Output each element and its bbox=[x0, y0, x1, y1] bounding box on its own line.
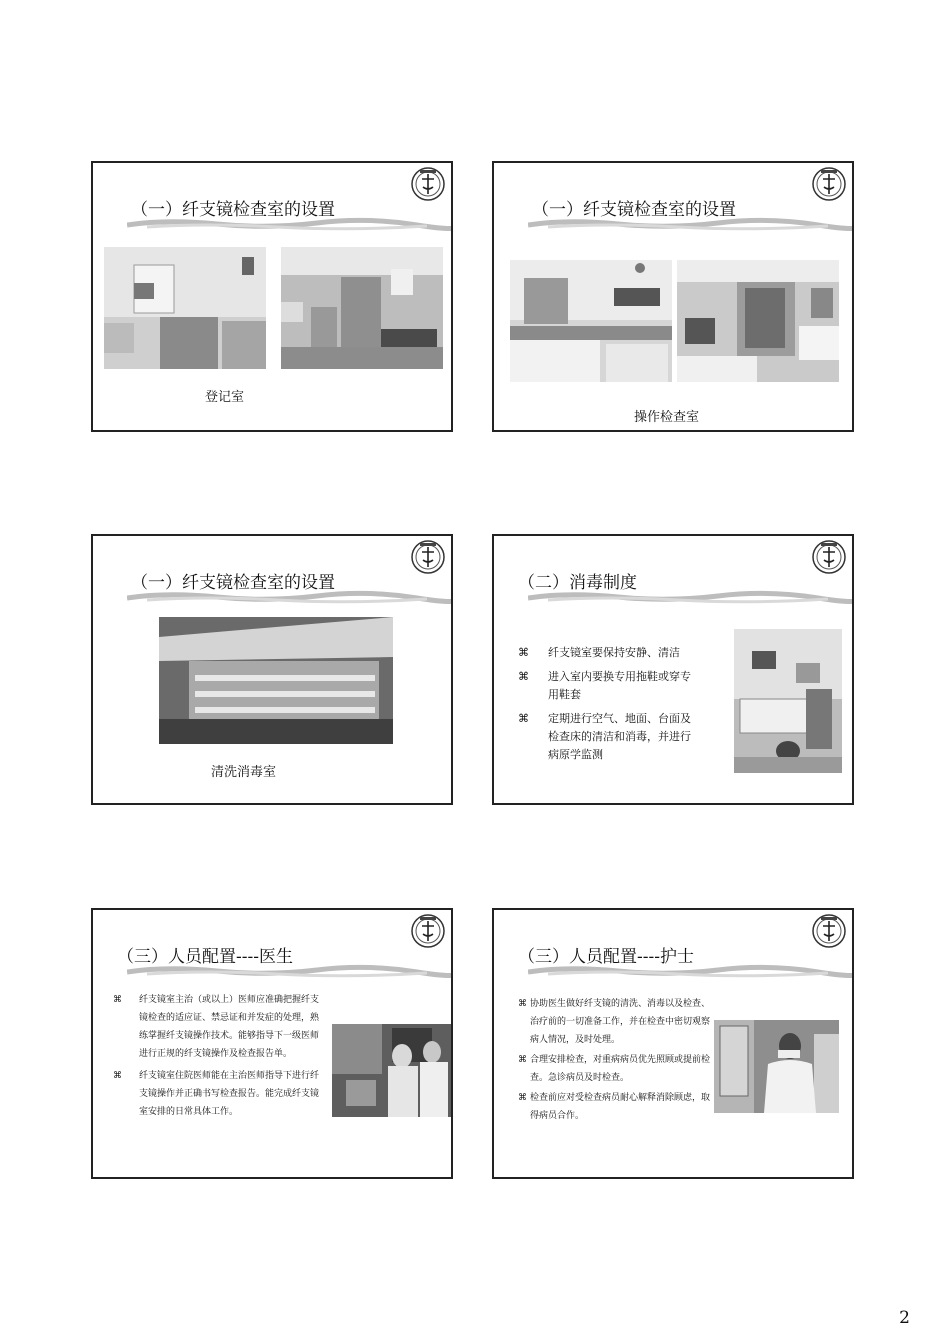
slide-2 bbox=[492, 161, 854, 432]
doctors-photo bbox=[332, 1024, 452, 1117]
command-bullet-icon: ⌘ bbox=[518, 1093, 527, 1103]
slide-1 bbox=[91, 161, 453, 432]
command-bullet-icon: ⌘ bbox=[518, 999, 527, 1009]
slide-title: （三）人员配置----护士 bbox=[518, 947, 694, 967]
hospital-emblem-icon bbox=[812, 167, 846, 201]
bullet-list bbox=[518, 995, 710, 1127]
list-item: ⌘ 协助医生做好纤支镜的清洗、消毒以及检查、治疗前的一切准备工作，并在检查中密切观察病人情况，及时处理。 bbox=[518, 995, 710, 1049]
slide-caption: 清洗消毒室 bbox=[211, 765, 277, 780]
registration-room-photo-2 bbox=[281, 247, 443, 369]
brush-underline bbox=[528, 217, 854, 231]
hospital-emblem-icon bbox=[812, 914, 846, 948]
command-bullet-icon: ⌘ bbox=[518, 712, 529, 725]
command-bullet-icon: ⌘ bbox=[518, 1055, 527, 1065]
command-bullet-icon: ⌘ bbox=[518, 670, 529, 683]
command-bullet-icon: ⌘ bbox=[113, 1071, 122, 1081]
disinfection-room-photo bbox=[159, 617, 393, 744]
brush-underline bbox=[528, 590, 854, 604]
hospital-emblem-icon bbox=[411, 540, 445, 574]
bullet-list bbox=[518, 644, 696, 770]
slide-5 bbox=[91, 908, 453, 1179]
registration-room-photo-1 bbox=[104, 247, 266, 369]
slide-caption: 登记室 bbox=[205, 390, 245, 405]
slide-title: （二）消毒制度 bbox=[518, 573, 637, 593]
slide-3 bbox=[91, 534, 453, 805]
bullet-list bbox=[113, 991, 323, 1125]
slide-4 bbox=[492, 534, 854, 805]
brush-underline bbox=[528, 964, 854, 978]
slide-6 bbox=[492, 908, 854, 1179]
list-item: ⌘ 纤支镜室要保持安静、清洁 bbox=[518, 644, 696, 662]
slide-title: （一）纤支镜检查室的设置 bbox=[131, 573, 335, 593]
list-item: ⌘ 进入室内要换专用拖鞋或穿专用鞋套 bbox=[518, 670, 691, 701]
list-item: ⌘ 纤支镜室主治（或以上）医师应准确把握纤支镜检查的适应证、禁忌证和并发症的处理，熟练掌握纤支镜操作技术。能够指导下一级医师进行正规的纤支镜操作及检查报告单。 bbox=[113, 991, 323, 1063]
command-bullet-icon: ⌘ bbox=[518, 646, 529, 659]
slide-title: （一）纤支镜检查室的设置 bbox=[532, 200, 736, 220]
page-number: 2 bbox=[899, 1308, 910, 1328]
brush-underline bbox=[127, 964, 453, 978]
operation-room-photo-2 bbox=[677, 260, 839, 382]
hospital-emblem-icon bbox=[411, 167, 445, 201]
hospital-emblem-icon bbox=[812, 540, 846, 574]
hospital-emblem-icon bbox=[411, 914, 445, 948]
brush-underline bbox=[127, 217, 453, 231]
slide-caption: 操作检查室 bbox=[634, 410, 700, 425]
list-item: ⌘ 定期进行空气、地面、台面及检查床的清洁和消毒，并进行病原学监测 bbox=[518, 712, 691, 761]
list-item: ⌘ 合理安排检查，对重病病员优先照顾或提前检查。急诊病员及时检查。 bbox=[518, 1051, 710, 1087]
list-item: ⌘ 纤支镜室住院医师能在主治医师指导下进行纤支镜操作并正确书写检查报告。能完成纤支镜室安排的日常具体工作。 bbox=[113, 1067, 323, 1121]
brush-underline bbox=[127, 590, 453, 604]
hospital-bed-photo bbox=[734, 629, 842, 773]
list-item: ⌘ 检查前应对受检查病员耐心解释消除顾虑，取得病员合作。 bbox=[518, 1089, 710, 1125]
command-bullet-icon: ⌘ bbox=[113, 995, 122, 1005]
nurse-photo bbox=[714, 1020, 839, 1113]
slide-title: （一）纤支镜检查室的设置 bbox=[131, 200, 335, 220]
operation-room-photo-1 bbox=[510, 260, 672, 382]
slide-title: （三）人员配置----医生 bbox=[117, 947, 293, 967]
